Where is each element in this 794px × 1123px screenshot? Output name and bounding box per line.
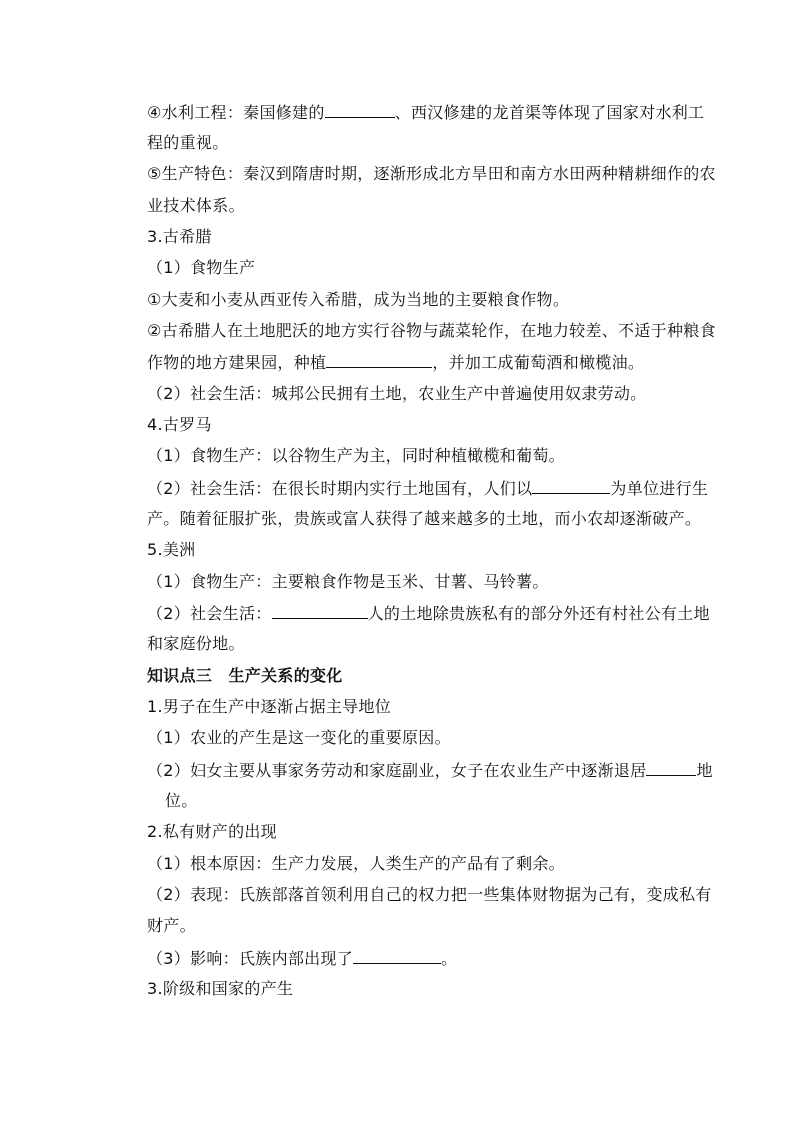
text-line: （1）食物生产：主要粮食作物是玉米、甘薯、马铃薯。 [147,572,549,591]
fill-blank [353,947,441,964]
section-heading-americas: 5.美洲 [147,540,196,559]
text-line-social-life: （2）社会生活： 人的土地除贵族私有的部分外还有村社公有土地 [147,604,710,623]
text-line: ②古希腊人在土地肥沃的地方实行谷物与蔬菜轮作，在地力较差、不适于种粮食 [147,321,716,340]
section-heading-ancient-rome: 4.古罗马 [147,415,212,434]
fill-blank [646,759,696,776]
text-line: （1）根本原因：生产力发展，人类生产的产品有了剩余。 [147,854,565,873]
text-line: 和家庭份地。 [147,634,245,653]
fill-blank [272,602,368,619]
text-line: 业技术体系。 [147,196,245,215]
text-line-production-features: ⑤生产特色：秦汉到隋唐时期，逐渐形成北方旱田和南方水田两种精耕细作的农 [147,164,716,183]
text-line: （1）食物生产 [147,258,256,277]
section-heading-class-and-state: 3.阶级和国家的产生 [147,979,294,998]
fill-blank [532,477,610,494]
text-line: ①大麦和小麦从西亚传入希腊，成为当地的主要粮食作物。 [147,290,570,309]
section-heading-ancient-greece: 3.古希腊 [147,227,212,246]
text-line: 财产。 [147,916,196,935]
text-line-water-projects: ④水利工程：秦国修建的 、西汉修建的龙首渠等体现了国家对水利工 [147,103,705,122]
knowledge-point-heading: 知识点三 生产关系的变化 [147,666,343,685]
text-line: （2）社会生活：城邦公民拥有土地，农业生产中普遍使用奴隶劳动。 [147,384,647,403]
text-line-women-role: （2）妇女主要从事家务劳动和家庭副业，女子在农业生产中逐渐退居 地 [147,761,713,780]
text-line: （1）农业的产生是这一变化的重要原因。 [147,728,451,747]
section-heading-male-dominance: 1.男子在生产中逐渐占据主导地位 [147,697,392,716]
text-line: （1）食物生产：以谷物生产为主，同时种植橄榄和葡萄。 [147,446,565,465]
text-line-planting: 作物的地方建果园，种植 ，并加工成葡萄酒和橄榄油。 [147,353,645,372]
fill-blank [326,351,432,368]
text-line: 程的重视。 [147,133,229,152]
text-line: 位。 [165,791,198,810]
text-line: （2）表现：氏族部落首领利用自己的权力把一些集体财物据为己有，变成私有 [147,885,712,904]
section-heading-private-property: 2.私有财产的出现 [147,822,277,841]
fill-blank [325,101,395,118]
text-line: 产。随着征服扩张，贵族或富人获得了越来越多的土地，而小农却逐渐破产。 [147,509,702,528]
text-line-land-ownership: （2）社会生活：在很长时期内实行土地国有，人们以 为单位进行生 [147,479,709,498]
text-line-impact: （3）影响：氏族内部出现了 。 [147,949,458,968]
